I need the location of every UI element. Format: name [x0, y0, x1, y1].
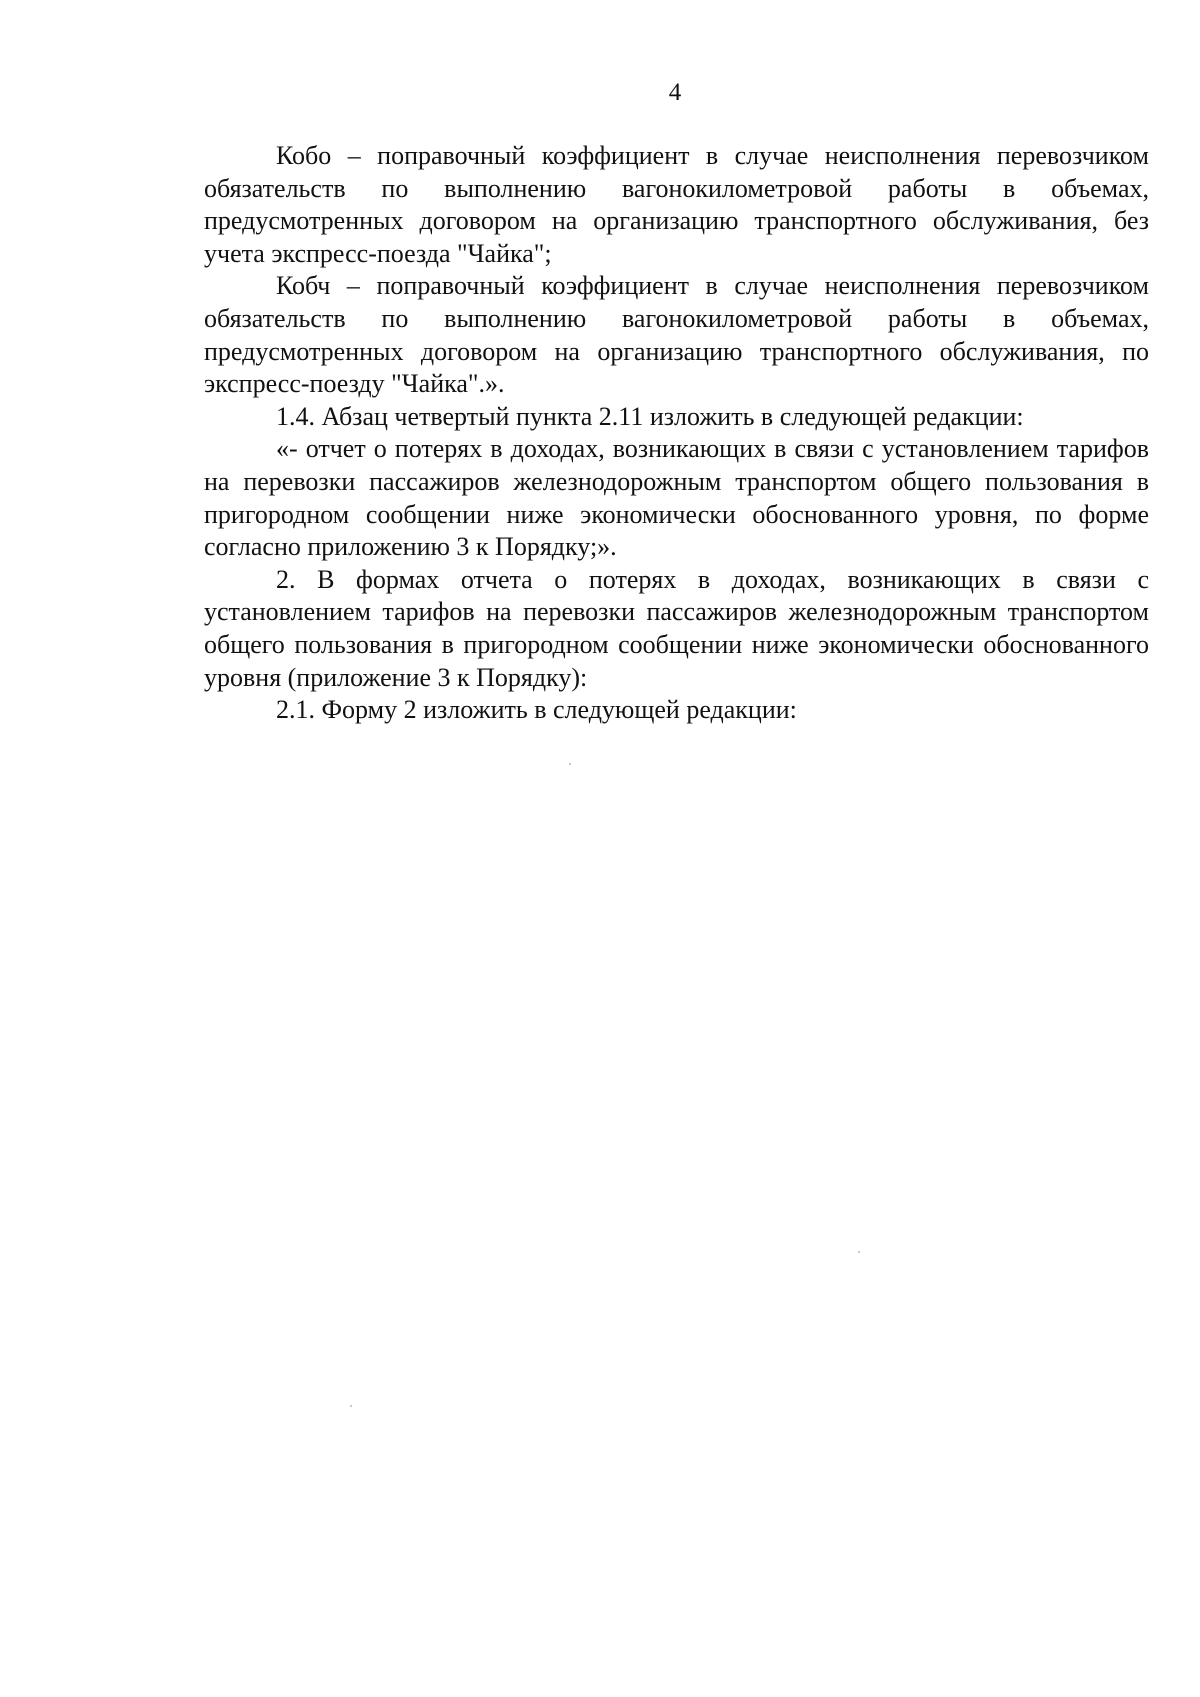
document-body [204, 140, 1149, 727]
scan-speck [350, 1405, 352, 1407]
paragraph-item-2-1: 2.1. Форму 2 изложить в следующей редакции: [276, 695, 797, 725]
page-number: 4 [668, 79, 682, 106]
paragraph-kobch-definition: Кобч – поправочный коэффициент в случае неисполнения перевозчиком обязательств по выполнению вагонокилометровой работы в объемах, предусмотренных договором на организацию транспортного обслуживания, по экспресс-поезду "Чайка".». [204, 271, 1149, 399]
paragraph-item-1-4: 1.4. Абзац четвертый пункта 2.11 изложить в следующей редакции: [276, 401, 1024, 431]
paragraph-item-1-4-text: «- отчет о потерях в доходах, возникающих в связи с установлением тарифов на перевозки пассажиров железнодорожным транспортом общего пользования в пригородном сообщении ниже экономически обоснованного уровня, по форме согласно приложению 3 к Порядку;». [204, 434, 1149, 562]
scan-speck [569, 763, 571, 765]
paragraph-item-2: 2. В формах отчета о потерях в доходах, возникающих в связи с установлением тарифов на перевозки пассажиров железнодорожным транспортом общего пользования в пригородном сообщении ниже экономически обоснованного уровня (приложение 3 к Порядку): [204, 564, 1149, 692]
paragraph-kobo-definition: Кобо – поправочный коэффициент в случае неисполнения перевозчиком обязательств по выполнению вагонокилометровой работы в объемах, предусмотренных договором на организацию транспортного обслуживания, без учета экспресс-поезда "Чайка"; [204, 141, 1149, 268]
scan-speck [858, 1251, 860, 1253]
